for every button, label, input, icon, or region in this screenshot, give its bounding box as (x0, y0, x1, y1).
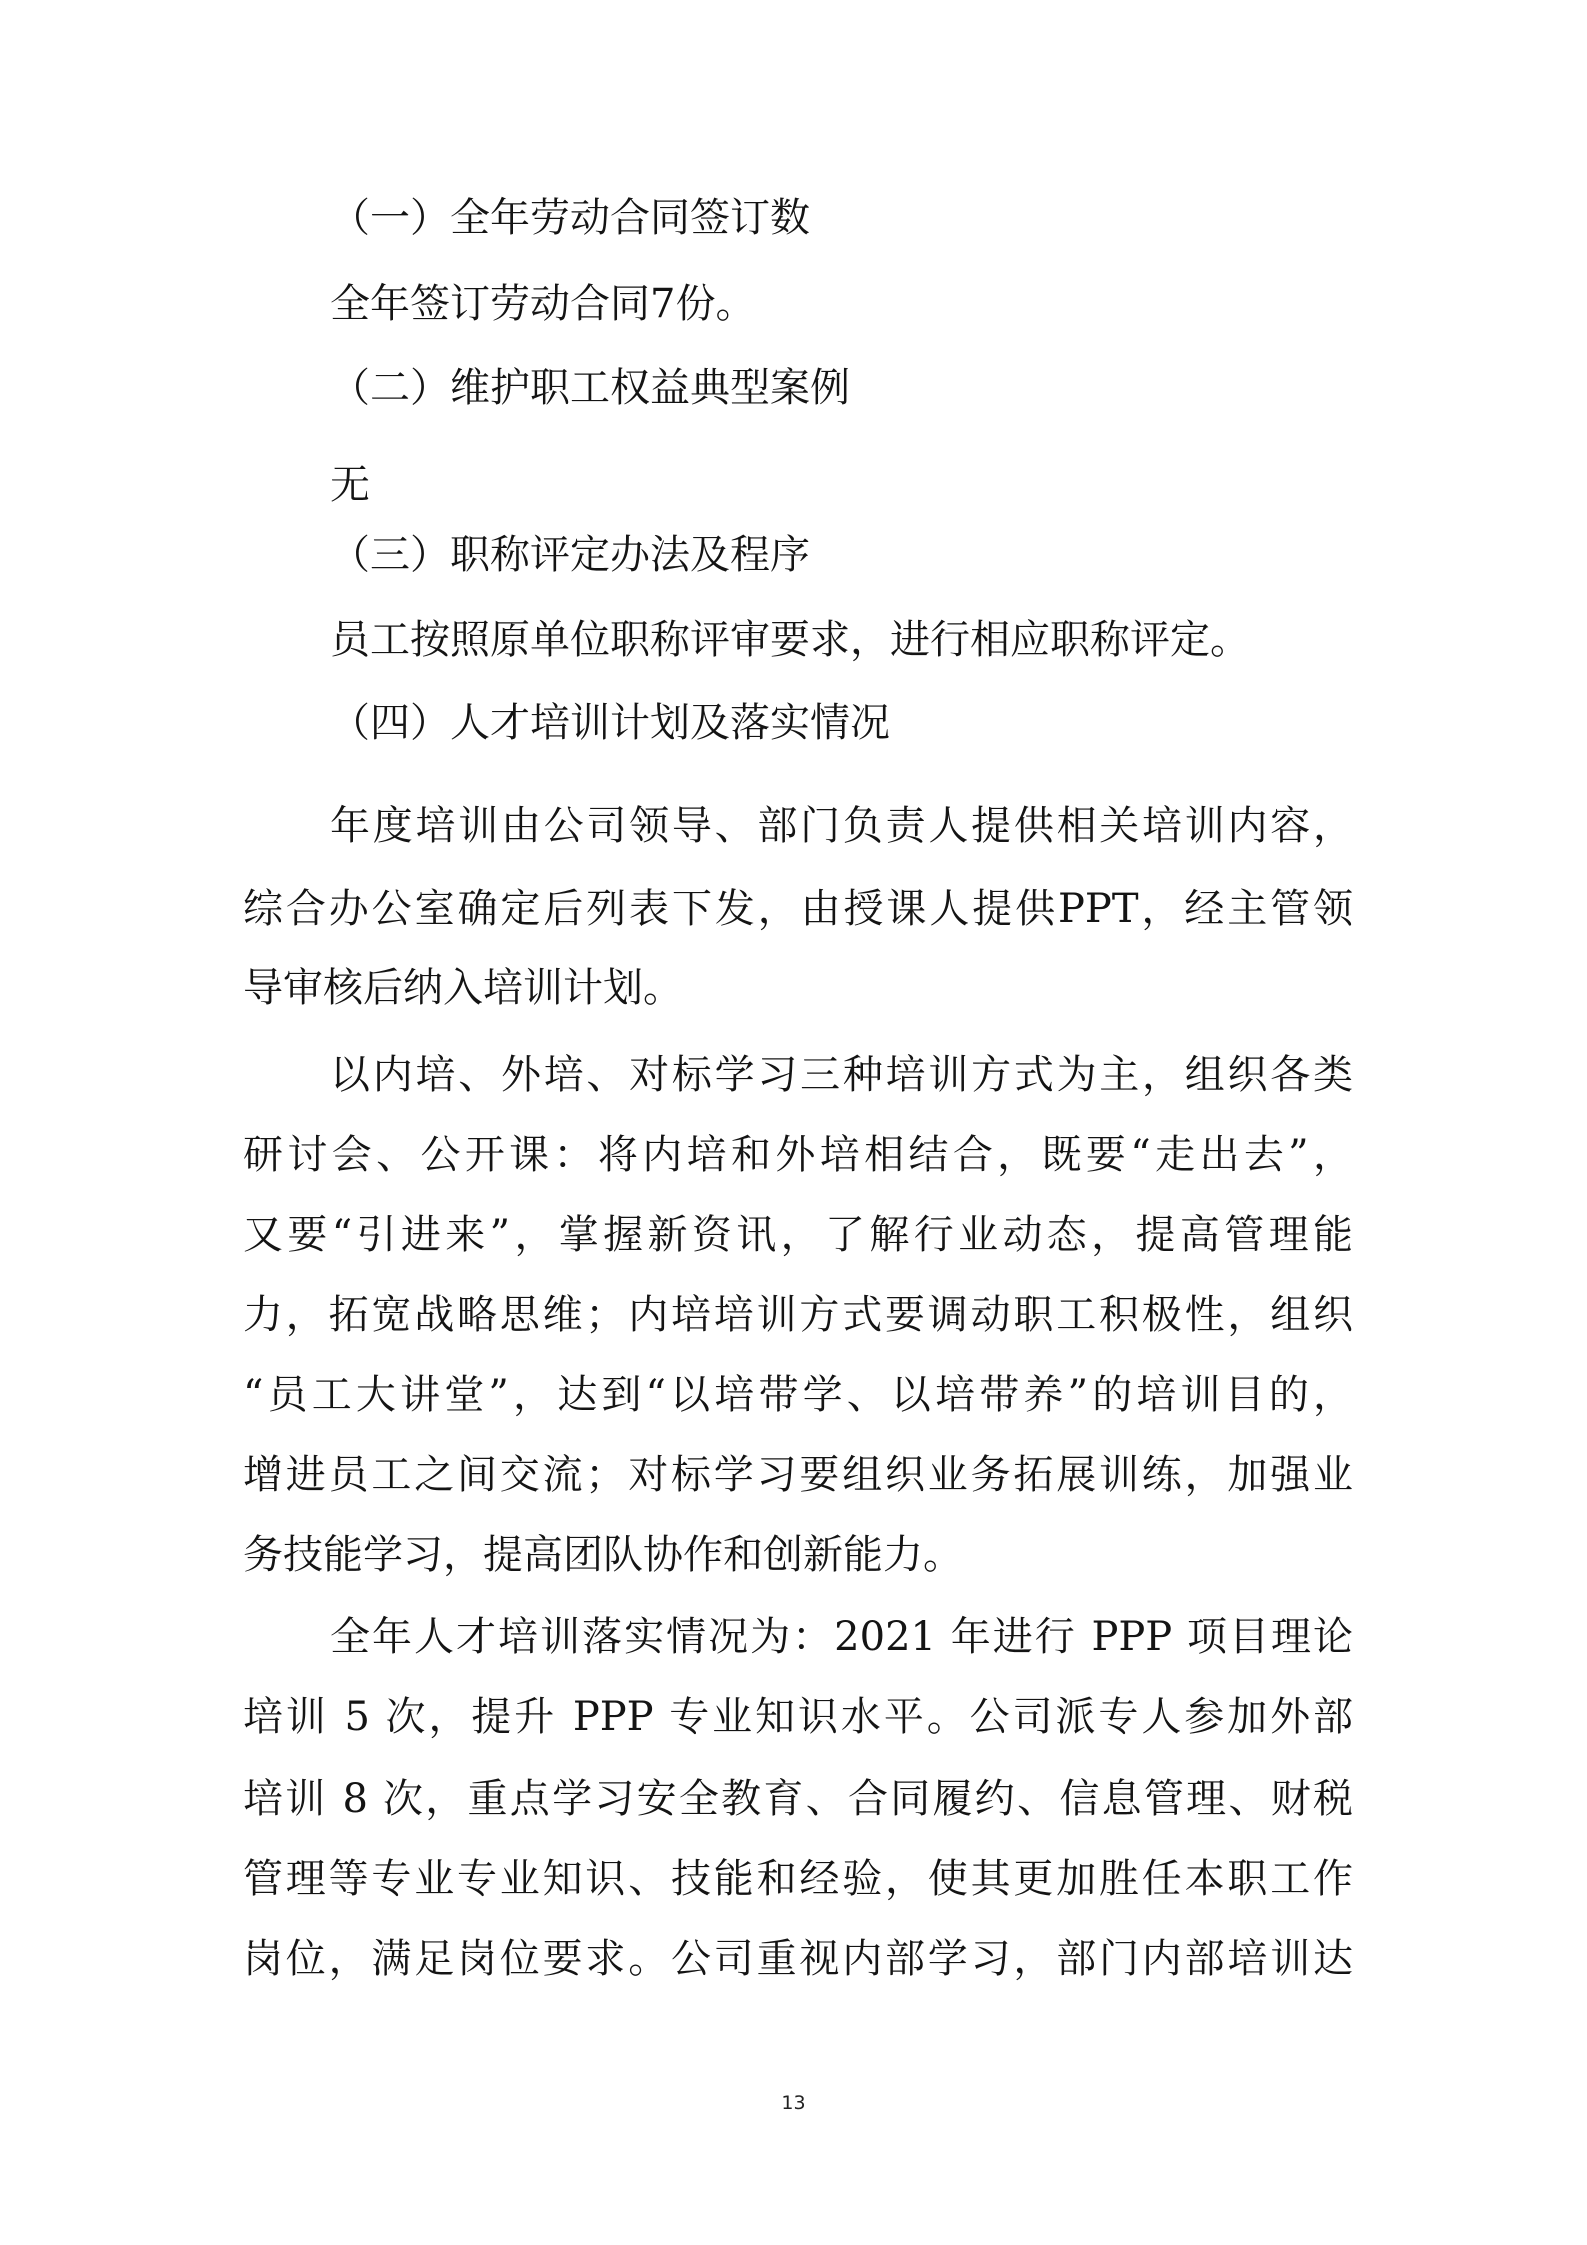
paragraph-line: 培训 5 次，提升 PPP 专业知识水平。公司派专人参加外部 (243, 1694, 1353, 1740)
section-2-body: 无 (330, 462, 370, 508)
paragraph-line: 增进员工之间交流；对标学习要组织业务拓展训练，加强业 (243, 1452, 1353, 1498)
section-4-heading: （四）人才培训计划及落实情况 (330, 700, 890, 746)
paragraph-line: 岗位，满足岗位要求。公司重视内部学习，部门内部培训达 (243, 1936, 1353, 1982)
section-1-heading: （一）全年劳动合同签订数 (330, 195, 810, 241)
paragraph-line: 培训 8 次，重点学习安全教育、合同履约、信息管理、财税 (243, 1776, 1353, 1822)
paragraph-line: 导审核后纳入培训计划。 (243, 965, 683, 1011)
paragraph-line: 又要“引进来”，掌握新资讯，了解行业动态，提高管理能 (243, 1212, 1353, 1258)
paragraph-line: 务技能学习，提高团队协作和创新能力。 (243, 1532, 963, 1578)
paragraph-line: 年度培训由公司领导、部门负责人提供相关培训内容， (330, 803, 1353, 849)
paragraph-line: 研讨会、公开课：将内培和外培相结合，既要“走出去”， (243, 1132, 1353, 1178)
section-3-body: 员工按照原单位职称评审要求，进行相应职称评定。 (330, 617, 1250, 663)
paragraph-line: 全年人才培训落实情况为：2021 年进行 PPP 项目理论 (330, 1614, 1353, 1660)
section-2-heading: （二）维护职工权益典型案例 (330, 365, 850, 411)
section-1-body: 全年签订劳动合同7份。 (330, 281, 756, 327)
paragraph-line: 综合办公室确定后列表下发，由授课人提供PPT，经主管领 (243, 886, 1353, 932)
paragraph-line: 管理等专业专业知识、技能和经验，使其更加胜任本职工作 (243, 1856, 1353, 1902)
paragraph-line: 以内培、外培、对标学习三种培训方式为主，组织各类 (330, 1052, 1353, 1098)
section-3-heading: （三）职称评定办法及程序 (330, 532, 810, 578)
page-number: 13 (781, 2092, 806, 2114)
paragraph-line: 力，拓宽战略思维；内培培训方式要调动职工积极性，组织 (243, 1292, 1353, 1338)
paragraph-line: “员工大讲堂”，达到“以培带学、以培带养”的培训目的， (243, 1372, 1353, 1418)
